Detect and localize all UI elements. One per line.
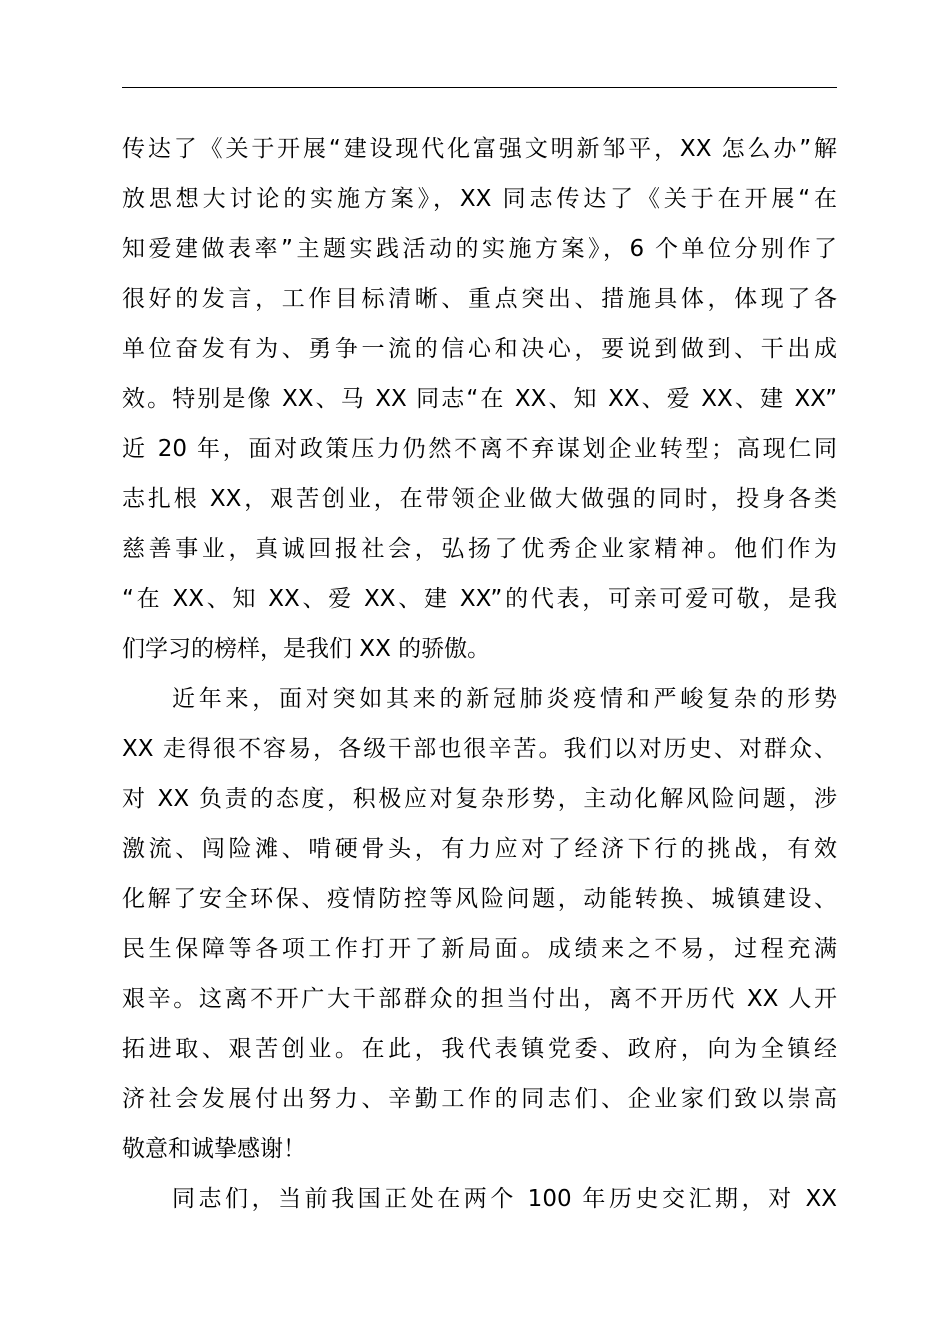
paragraph-1 bbox=[122, 124, 837, 674]
paragraph-line: 单位奋发有为、勇争一流的信心和决心，要说到做到、干出成 bbox=[122, 336, 837, 362]
paragraph-line: 放思想大讨论的实施方案》，XX 同志传达了《关于在开展“在 bbox=[122, 186, 837, 212]
paragraph-line: 传达了《关于开展“建设现代化富强文明新邹平，XX 怎么办”解 bbox=[122, 136, 837, 162]
paragraph-line: 民生保障等各项工作打开了新局面。成绩来之不易，过程充满 bbox=[122, 936, 837, 962]
paragraph-line: 敬意和诚挚感谢！ bbox=[122, 1136, 306, 1162]
paragraph-line: 济社会发展付出努力、辛勤工作的同志们、企业家们致以崇高 bbox=[122, 1086, 837, 1112]
body-text bbox=[122, 124, 837, 1224]
paragraph-3 bbox=[122, 1174, 837, 1224]
paragraph-line: 慈善事业，真诚回报社会，弘扬了优秀企业家精神。他们作为 bbox=[122, 536, 837, 562]
header-rule bbox=[122, 87, 837, 88]
paragraph-line: XX 走得很不容易，各级干部也很辛苦。我们以对历史、对群众、 bbox=[122, 736, 837, 762]
paragraph-line: 艰辛。这离不开广大干部群众的担当付出，离不开历代 XX 人开 bbox=[122, 986, 837, 1012]
paragraph-line: 志扎根 XX，艰苦创业，在带领企业做大做强的同时，投身各类 bbox=[122, 486, 837, 512]
paragraph-line: 效。特别是像 XX、马 XX 同志“在 XX、知 XX、爱 XX、建 XX” bbox=[122, 386, 837, 412]
paragraph-line: 对 XX 负责的态度，积极应对复杂形势，主动化解风险问题，涉 bbox=[122, 786, 837, 812]
paragraph-line: 近 20 年，面对政策压力仍然不离不弃谋划企业转型；高现仁同 bbox=[122, 436, 837, 462]
paragraph-line: 们学习的榜样，是我们 XX 的骄傲。 bbox=[122, 636, 491, 662]
paragraph-line: 同志们，当前我国正处在两个 100 年历史交汇期，对 XX bbox=[172, 1186, 837, 1212]
paragraph-line: 拓进取、艰苦创业。在此，我代表镇党委、政府，向为全镇经 bbox=[122, 1036, 837, 1062]
paragraph-line: “在 XX、知 XX、爱 XX、建 XX”的代表，可亲可爱可敬，是我 bbox=[122, 586, 837, 612]
paragraph-line: 化解了安全环保、疫情防控等风险问题，动能转换、城镇建设、 bbox=[122, 886, 837, 912]
paragraph-2 bbox=[122, 674, 837, 1174]
paragraph-line: 激流、闯险滩、啃硬骨头，有力应对了经济下行的挑战，有效 bbox=[122, 836, 837, 862]
paragraph-line: 近年来，面对突如其来的新冠肺炎疫情和严峻复杂的形势 bbox=[172, 686, 837, 712]
paragraph-line: 知爱建做表率”主题实践活动的实施方案》，6 个单位分别作了 bbox=[122, 236, 837, 262]
paragraph-line: 很好的发言，工作目标清晰、重点突出、措施具体，体现了各 bbox=[122, 286, 837, 312]
